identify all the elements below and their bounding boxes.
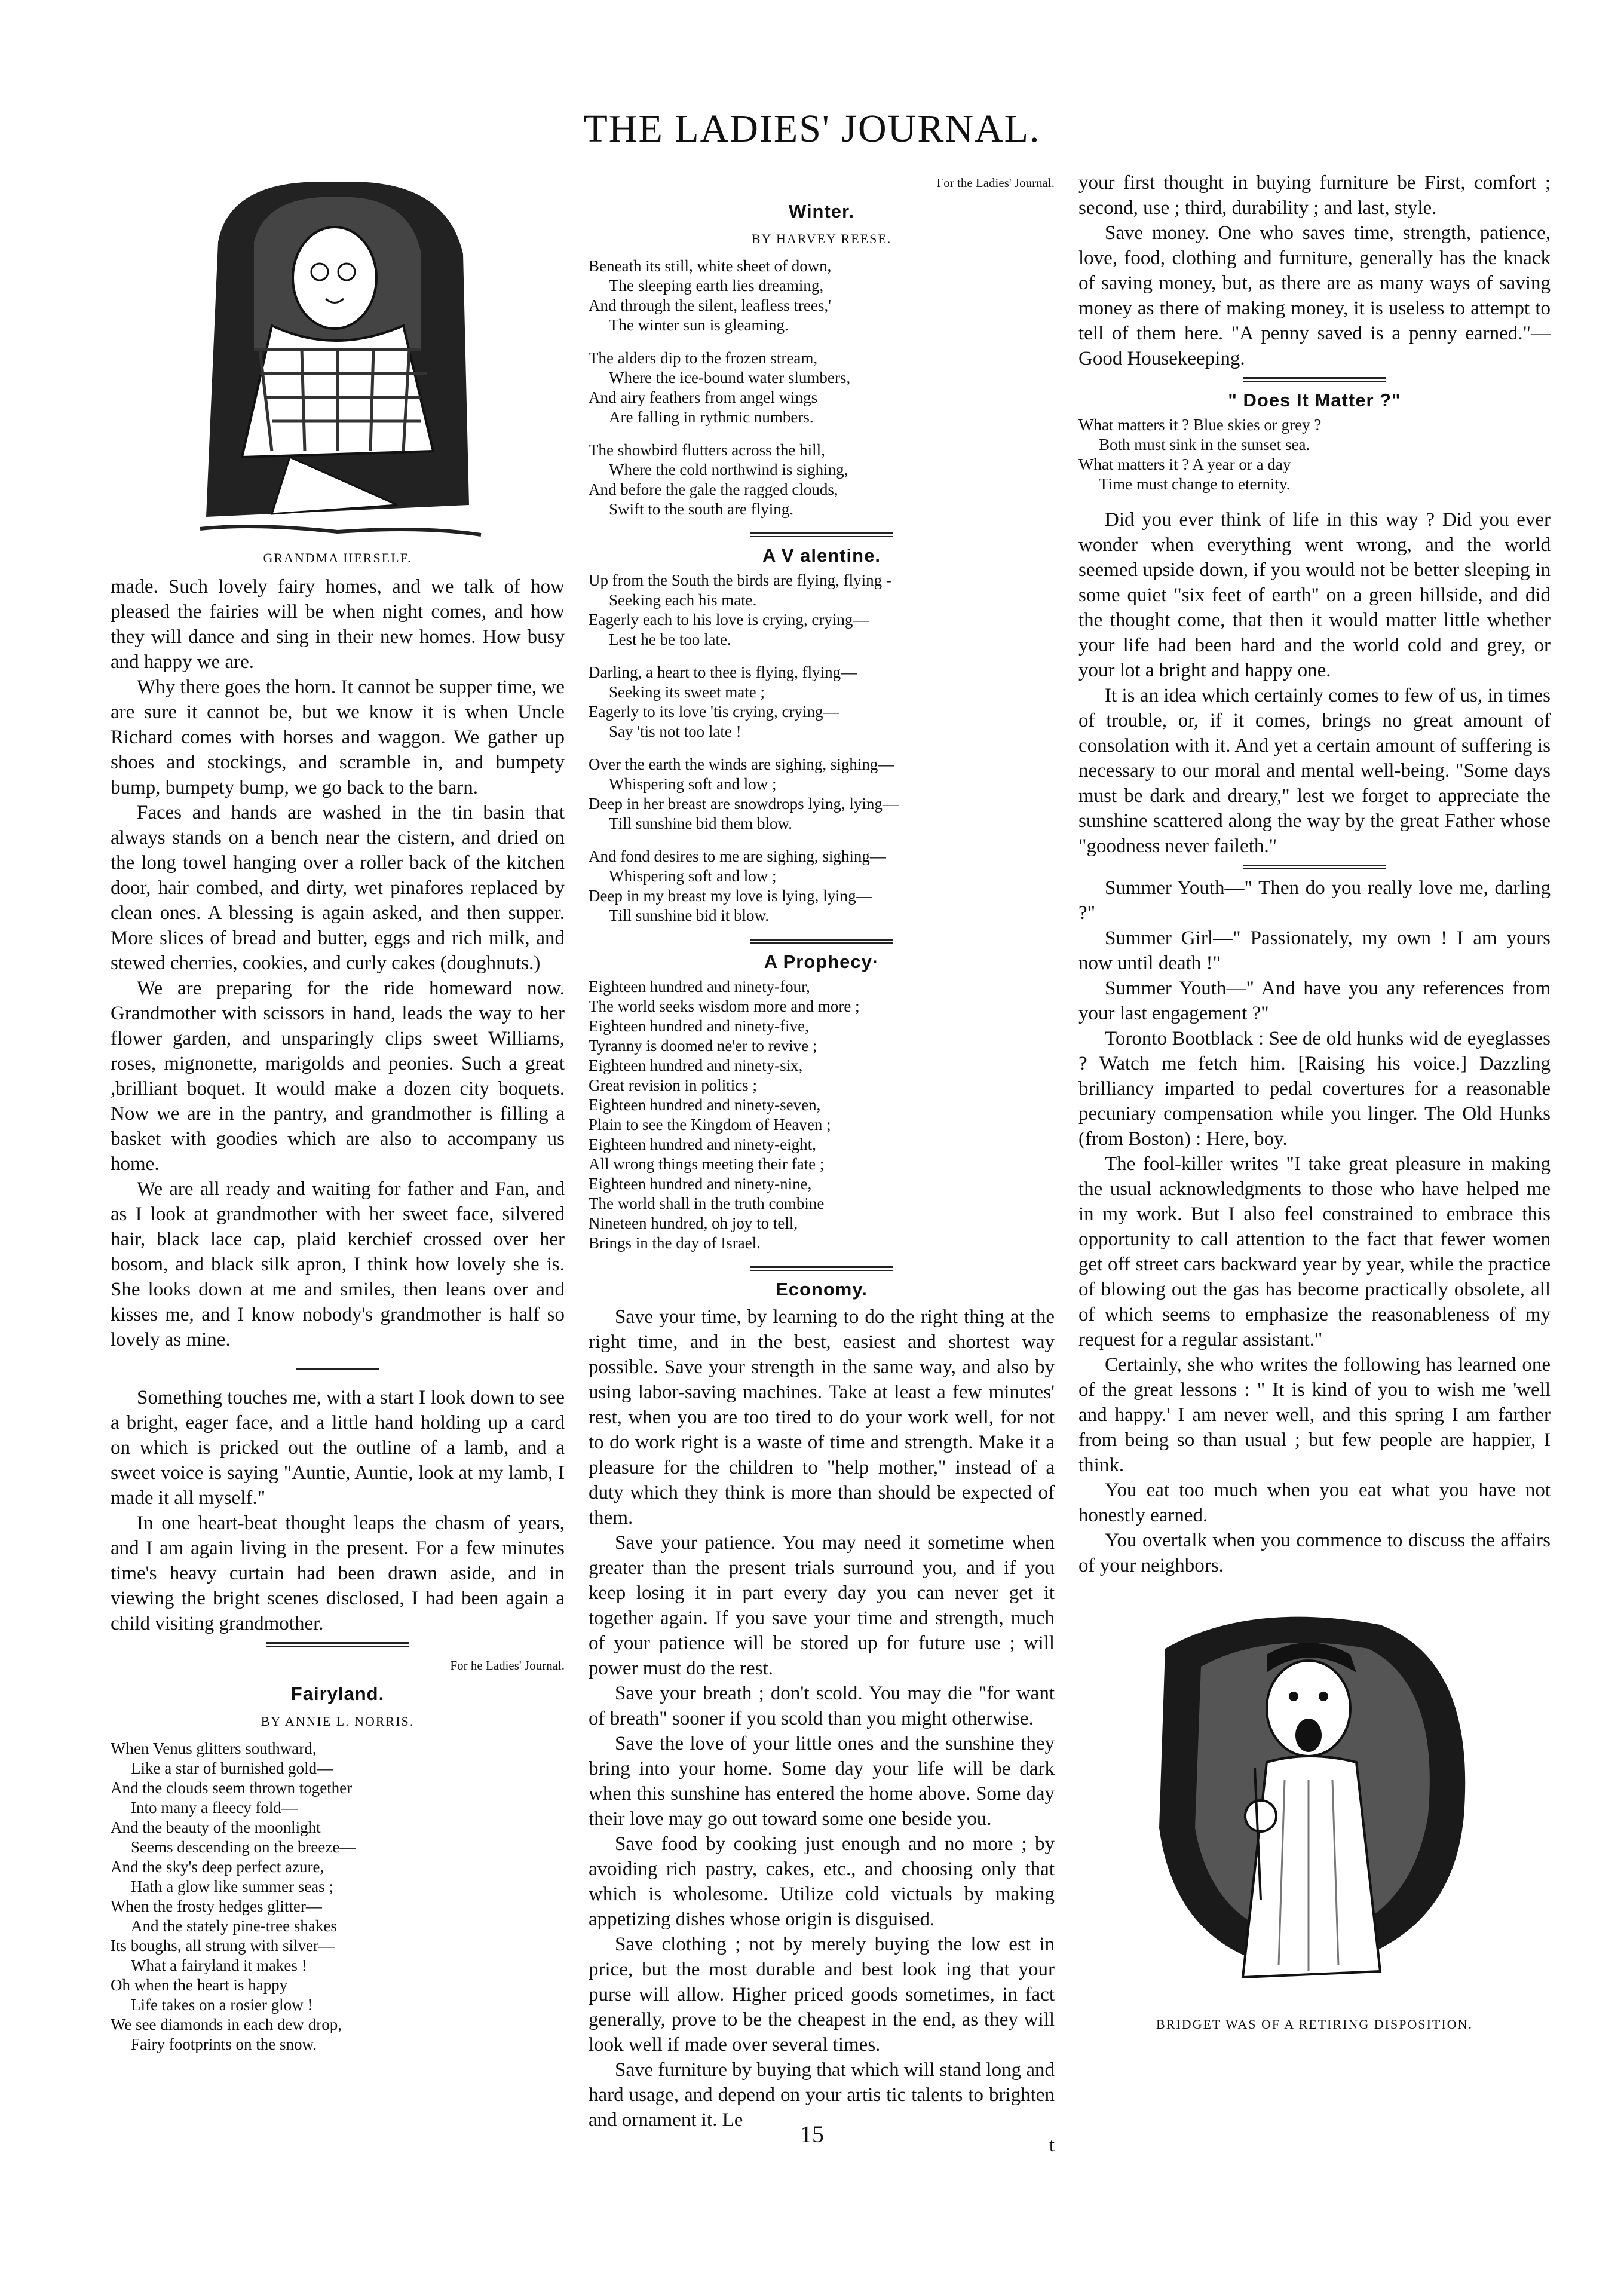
poem-line: Oh when the heart is happy — [111, 1976, 288, 1994]
poem-line: Eighteen hundred and ninety-five, — [589, 1017, 809, 1035]
poem-line: Tyranny is doomed ne'er to revive ; — [589, 1037, 817, 1055]
poem-line: Seeking each his mate. — [609, 591, 757, 609]
poem-line: Plain to see the Kingdom of Heaven ; — [589, 1116, 831, 1134]
article-paragraph: Faces and hands are washed in the tin basin that always stands on a bench near the cistern, and dried on the long towel hanging over a roller back of the kitchen door, hair combed, and dirty, wet pinafores replaced by clean ones. A blessing is again asked, and then supper. More slices of bread and butter, eggs and rich milk, and stewed cherries, cookies, and curly cakes (doughnuts.) — [111, 802, 565, 974]
title-rule — [750, 532, 893, 534]
poem-line: Say 'tis not too late ! — [609, 722, 741, 740]
poem-line: And through the silent, leafless trees,' — [589, 296, 832, 314]
misc-paragraph: Summer Girl—" Passionately, my own ! I am yours now until death !" — [1078, 927, 1551, 974]
poem-line: Like a star of burnished gold— — [131, 1759, 333, 1777]
poem-line: Up from the South the birds are flying, flying - — [589, 571, 891, 589]
poem-line: Till sunshine bid it blow. — [609, 906, 770, 924]
poem-line: Where the cold northwind is sighing, — [609, 461, 848, 479]
bridget-illustration — [1129, 1589, 1500, 2007]
article-paragraph: Save clothing ; not by merely buying the low est in price, but the most durable and best look ing that your purse will allow. Higher priced goods sometimes, in fact generally, prove to be the cheapest in the end, as they will look well if made over several times. — [589, 1934, 1055, 2056]
poem-line: The world shall in the truth combine — [589, 1194, 825, 1212]
poem-line: The showbird flutters across the hill, — [589, 441, 825, 459]
section-divider — [1243, 865, 1386, 866]
poem-line: Fairy footprints on the snow. — [131, 2035, 317, 2053]
poem-stanza — [589, 663, 1055, 742]
title-rule — [750, 1266, 893, 1268]
poem-title: " Does It Matter ?" — [1228, 390, 1401, 411]
poem-line: Seems descending on the breeze— — [131, 1838, 356, 1856]
misc-paragraph: The fool-killer writes "I take great pleasure in making the usual acknowledgments to those who have helped me in my work. But I also feel constrained to embrace this opportunity to call attention to the fact that fewer women get off street cars backward year by year, while the practice of blowing out the gas has become practically obsolete, all of which seems to emphasize the reasonableness of my request for a regular assistant." — [1078, 1153, 1551, 1350]
poem-line: Where the ice-bound water slumbers, — [609, 369, 851, 387]
article-paragraph: We are preparing for the ride homeward now. Grandmother with scissors in hand, leads the way to her flower garden, and unsparingly clips sweet Williams, roses, mignonette, marigolds and peonies. Such a great ,brilliant boquet. It would make a dozen city boquets. Now we are in the pantry, and grandmother is filling a basket with goodies which are also to accompany us home. — [111, 978, 565, 1175]
poem-line: Over the earth the winds are sighing, sighing— — [589, 755, 894, 773]
fairyland-poem — [111, 1739, 565, 2054]
poem-byline: BY HARVEY REESE. — [751, 231, 892, 246]
poem-line: What a fairyland it makes ! — [131, 1956, 307, 1974]
misc-paragraph: You eat too much when you eat what you have not honestly earned. — [1078, 1480, 1551, 1526]
poem-line: What matters it ? A year or a day — [1078, 455, 1291, 473]
poem-line: We see diamonds in each dew drop, — [111, 2016, 342, 2033]
poem-stanza — [589, 755, 1055, 834]
title-rule — [266, 1642, 409, 1644]
page-number: 15 — [800, 2121, 824, 2148]
article-paragraph: Save the love of your little ones and the sunshine they bring into your home. Some day your life will be dark when this sunshine has entered the home above. Some day their love may go out toward some one beside you. — [589, 1733, 1055, 1830]
article-paragraph: Save money. One who saves time, strength, patience, love, food, clothing and furniture, generally has the knack of saving money, but, as there are as many ways of saving money as there of making money, it is useless to attempt to tell of them here. "A penny saved is a penny earned."—Good Housekeeping. — [1078, 222, 1551, 369]
poem-stanza — [589, 256, 1055, 335]
poem-title: A Prophecy· — [764, 951, 880, 972]
article-paragraph: made. Such lovely fairy homes, and we talk of how pleased the fairies will be when night comes, and how they will dance and sing in their new homes. How busy and happy we are. — [111, 576, 565, 673]
poem-line: Brings in the day of Israel. — [589, 1234, 761, 1252]
article-paragraph: Why there goes the horn. It cannot be supper time, we are sure it cannot be, but we know it is when Uncle Richard comes with horses and waggon. We gather up shoes and stockings, and scramble in, and bumpety bump, bumpety bump, we go back to the barn. — [111, 676, 565, 798]
winter-poem — [589, 256, 1055, 519]
poem-line: Swift to the south are flying. — [609, 500, 793, 518]
poem-line: Both must sink in the sunset sea. — [1099, 436, 1310, 454]
misc-paragraph: Toronto Bootblack : See de old hunks wid de eyeglasses ? Watch me fetch him. [Raising his voice.] Dazzling brilliancy imparted to pedal covertures for a reasonable pecuniary compensation while you linger. The Old Hunks (from Boston) : Here, boy. — [1078, 1028, 1551, 1150]
poem-stanza — [589, 847, 1055, 926]
poem-line: Eagerly each to his love is crying, crying— — [589, 611, 869, 629]
poem-line: Darling, a heart to thee is flying, flying— — [589, 663, 857, 681]
article-paragraph: It is an idea which certainly comes to few of us, in times of trouble, or, if it comes, brings no great amount of consolation with it. And yet a certain amount of suffering is necessary to our moral and mental well-being. "Some days must be dark and dreary," lest we forget to appreciate the sunshine scattered along the way by the great Father whose "goodness never faileth." — [1078, 685, 1551, 857]
poem-credit: For he Ladies' Journal. — [450, 1658, 565, 1673]
title-rule — [750, 942, 893, 944]
continued-letter: t — [1049, 2134, 1055, 2156]
article-title: Economy. — [776, 1279, 868, 1300]
prophecy-poem — [589, 977, 1055, 1253]
column-2 — [589, 170, 1055, 2158]
masthead: THE LADIES' JOURNAL. — [583, 107, 1041, 151]
grandma-caption: GRANDMA HERSELF. — [263, 550, 412, 565]
article-paragraph: Save your patience. You may need it sometime when greater than the present trials surround you, and if you keep losing it in part every day you can never get it together again. If you save your time and strength, much of your patience will be stored up for future use ; will power must do the rest. — [589, 1532, 1055, 1679]
poem-line: Eagerly to its love 'tis crying, crying— — [589, 703, 839, 721]
poem-title: A V alentine. — [762, 545, 881, 566]
poem-line: Whispering soft and low ; — [609, 867, 777, 885]
title-rule — [750, 939, 893, 941]
poem-title: Fairyland. — [290, 1683, 385, 1704]
poem-line: Seeking its sweet mate ; — [609, 683, 765, 701]
misc-paragraph: Summer Youth—" And have you any references from your last engagement ?" — [1078, 978, 1551, 1024]
section-divider — [296, 1368, 379, 1370]
poem-line: Eighteen hundred and ninety-seven, — [589, 1096, 821, 1114]
poem-line: Into many a fleecy fold— — [131, 1799, 298, 1817]
bridget-caption: BRIDGET WAS OF A RETIRING DISPOSITION. — [1156, 2017, 1473, 2032]
article-paragraph: Did you ever think of life in this way ? Did you ever wonder when everything went wrong, and the world seemed upside down, if you would not be better sleeping in some quiet "six feet of earth" on a green hillside, and did the thought come, that then it would matter little whether your life had been hard and the world cold and grey, or your lot a bright and happy one. — [1078, 509, 1551, 681]
poem-line: And the stately pine-tree shakes — [131, 1917, 337, 1935]
poem-line: All wrong things meeting their fate ; — [589, 1155, 825, 1173]
poem-line: And airy feathers from angel wings — [589, 388, 818, 406]
poem-line: Till sunshine bid them blow. — [609, 814, 793, 832]
matter-poem — [1078, 415, 1551, 494]
poem-stanza — [589, 440, 1055, 519]
misc-paragraph: Certainly, she who writes the following has learned one of the great lessons : " It is kind of you to wish me 'well and happy.' I am never well, and this spring I am farther from being so than usual ; but few people are happier, I think. — [1078, 1354, 1551, 1476]
article-paragraph: In one heart-beat thought leaps the chasm of years, and I am again living in the present. For a few minutes time's heavy curtain had been drawn aside, and in viewing the bright scenes disclosed, I had been again a child visiting grandmother. — [111, 1512, 565, 1634]
valentine-poem — [589, 571, 1055, 926]
poem-line: Deep in her breast are snowdrops lying, lying— — [589, 795, 899, 813]
article-paragraph: Save your breath ; don't scold. You may die "for want of breath" sooner if you scold than you might otherwise. — [589, 1683, 1055, 1729]
grandma-illustration — [182, 170, 493, 541]
article-paragraph: your first thought in buying furniture be First, comfort ; second, use ; third, durability ; and last, style. — [1078, 172, 1551, 219]
column-3 — [1078, 170, 1551, 2041]
column-1 — [111, 170, 565, 2068]
title-rule — [1243, 377, 1386, 379]
poem-line: Time must change to eternity. — [1099, 475, 1291, 493]
poem-line: Are falling in rythmic numbers. — [609, 408, 814, 426]
poem-line: And fond desires to me are sighing, sighing— — [589, 847, 886, 865]
title-rule — [750, 1270, 893, 1271]
article-paragraph: Something touches me, with a start I look down to see a bright, eager face, and a little hand holding up a card on which is pricked out the outline of a lamb, and a sweet voice is saying "Auntie, Auntie, look at my lamb, I made it all myself." — [111, 1387, 565, 1509]
poem-line: Eighteen hundred and ninety-six, — [589, 1056, 803, 1074]
poem-title: Winter. — [788, 201, 855, 222]
article-paragraph: We are all ready and waiting for father and Fan, and as I look at grandmother with her sweet face, silvered hair, black lace cap, plaid kerchief crossed over her bosom, and black silk apron, I think how lovely she is. She looks down at me and smiles, then leans over and kisses me, and I know nobody's grandmother is half so lovely as mine. — [111, 1178, 565, 1350]
misc-paragraph: Summer Youth—" Then do you really love me, darling ?" — [1078, 877, 1551, 924]
poem-line: The world seeks wisdom more and more ; — [589, 997, 860, 1015]
title-rule — [750, 536, 893, 537]
poem-line: Hath a glow like summer seas ; — [131, 1877, 333, 1895]
poem-line: And the sky's deep perfect azure, — [111, 1858, 324, 1876]
poem-line: Beneath its still, white sheet of down, — [589, 257, 832, 275]
poem-line: Eighteen hundred and ninety-eight, — [589, 1135, 816, 1153]
poem-line: Whispering soft and low ; — [609, 775, 777, 793]
title-rule — [266, 1646, 409, 1647]
poem-stanza — [589, 348, 1055, 427]
poem-line: Life takes on a rosier glow ! — [131, 1996, 313, 2014]
poem-line: Its boughs, all strung with silver— — [111, 1937, 335, 1955]
poem-stanza — [589, 571, 1055, 650]
poem-byline: BY ANNIE L. NORRIS. — [261, 1714, 415, 1729]
poem-line: Nineteen hundred, oh joy to tell, — [589, 1214, 798, 1232]
poem-credit: For the Ladies' Journal. — [936, 176, 1055, 190]
poem-line: Lest he be too late. — [609, 630, 731, 648]
poem-line: Deep in my breast my love is lying, lying— — [589, 887, 872, 905]
poem-line: Eighteen hundred and ninety-four, — [589, 978, 810, 996]
poem-line: Eighteen hundred and ninety-nine, — [589, 1175, 812, 1193]
poem-line: The winter sun is gleaming. — [609, 316, 789, 334]
article-paragraph: Save food by cooking just enough and no more ; by avoiding rich pastry, cakes, etc., and choosing only that which is wholesome. Utilize cold victuals by making appetizing dishes whose origin is disguised. — [589, 1833, 1055, 1930]
poem-line: The alders dip to the frozen stream, — [589, 349, 818, 367]
misc-paragraph: You overtalk when you commence to discuss the affairs of your neighbors. — [1078, 1530, 1551, 1576]
poem-line: Great revision in politics ; — [589, 1076, 757, 1094]
poem-line: And the clouds seem thrown together — [111, 1779, 353, 1797]
poem-line: When the frosty hedges glitter— — [111, 1897, 322, 1915]
poem-line: The sleeping earth lies dreaming, — [609, 277, 824, 295]
poem-line: When Venus glitters southward, — [111, 1739, 317, 1757]
poem-line: And the beauty of the moonlight — [111, 1818, 321, 1836]
article-paragraph: Save furniture by buying that which will stand long and hard usage, and depend on your artis tic talents to brighten and ornament it. Le — [589, 2059, 1055, 2131]
poem-line: What matters it ? Blue skies or grey ? — [1078, 416, 1322, 434]
article-paragraph: Save your time, by learning to do the right thing at the right time, and in the best, easiest and shortest way possible. Save your strength in the same way, and also by using labor-saving machines. Take at least a few minutes' rest, when you are too tired to do your work well, for not to do work right is a waste of time and strength. Make it a pleasure for the children to "help mother," instead of a duty which they think is more than should be expected of them. — [589, 1306, 1055, 1529]
poem-line: And before the gale the ragged clouds, — [589, 480, 838, 498]
title-rule — [1243, 381, 1386, 382]
section-divider — [1243, 868, 1386, 869]
